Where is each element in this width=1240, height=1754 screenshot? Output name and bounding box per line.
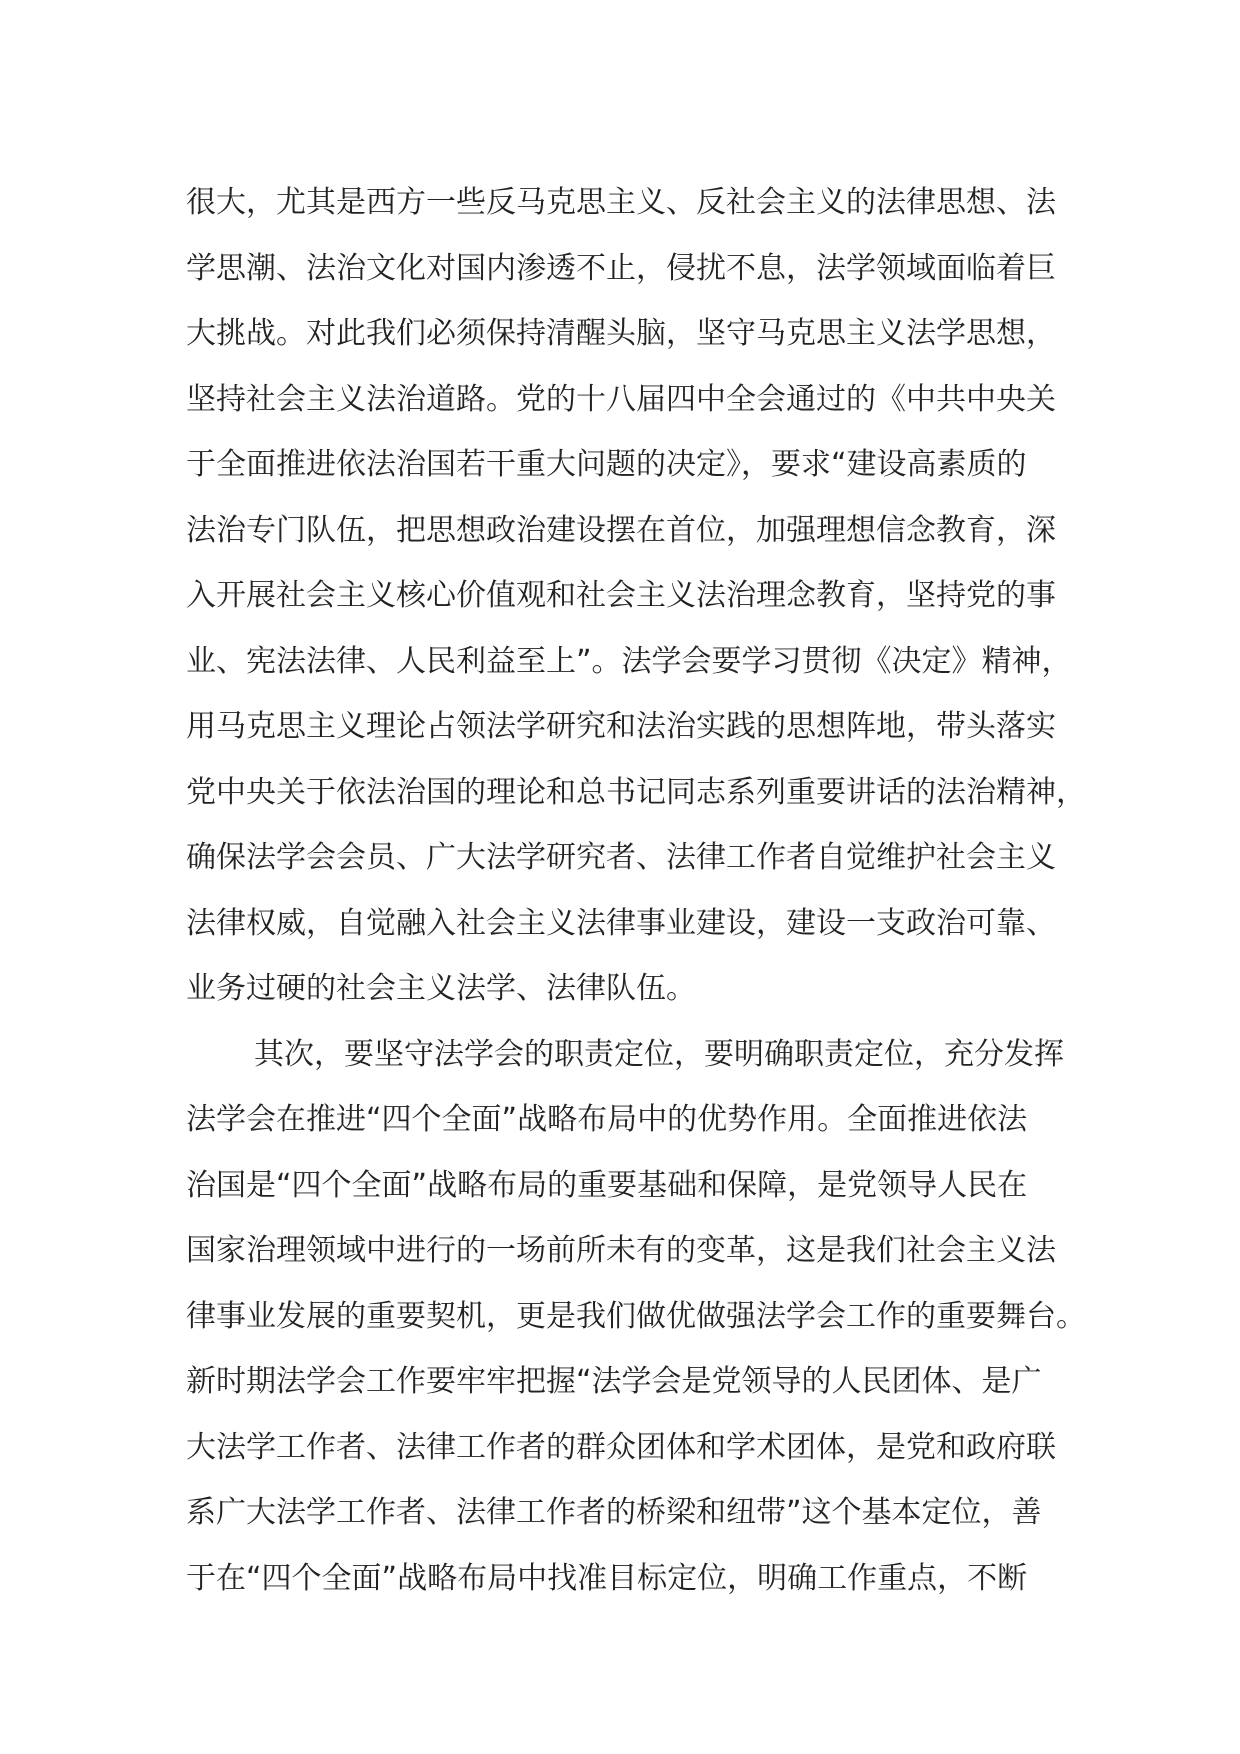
paragraph-line: 法律权威，自觉融入社会主义法律事业建设，建设一支政治可靠、 [186, 905, 1056, 941]
paragraph-line: 大挑战。对此我们必须保持清醒头脑，坚守马克思主义法学思想， [186, 316, 1056, 351]
paragraph-line: 治国是“四个全面”战略布局的重要基础和保障，是党领导人民在 [186, 1167, 1028, 1203]
paragraph-line: 于全面推进依法治国若干重大问题的决定》，要求“建设高素质的 [186, 447, 1027, 482]
paragraph-line: 国家治理领域中进行的一场前所未有的变革，这是我们社会主义法 [186, 1233, 1056, 1268]
document-body [186, 170, 1086, 1611]
paragraph-line: 系广大法学工作者、法律工作者的桥梁和纽带”这个基本定位，善 [186, 1495, 1042, 1530]
paragraph-1 [186, 170, 1086, 1022]
paragraph-line: 新时期法学会工作要牢牢把握“法学会是党领导的人民团体、是广 [186, 1364, 1042, 1399]
paragraph-line: 业务过硬的社会主义法学、法律队伍。 [186, 971, 696, 1006]
paragraph-line: 法治专门队伍，把思想政治建设摆在首位，加强理想信念教育，深 [186, 512, 1056, 548]
paragraph-line: 确保法学会会员、广大法学研究者、法律工作者自觉维护社会主义 [186, 840, 1056, 875]
paragraph-line: 学思潮、法治文化对国内渗透不止，侵扰不息，法学领域面临着巨 [186, 250, 1056, 286]
paragraph-line: 用马克思主义理论占领法学研究和法治实践的思想阵地，带头落实 [186, 709, 1056, 744]
paragraph-2 [186, 1022, 1086, 1612]
paragraph-line: 党中央关于依法治国的理论和总书记同志系列重要讲话的法治精神， [186, 774, 1086, 810]
paragraph-line: 入开展社会主义核心价值观和社会主义法治理念教育，坚持党的事 [186, 578, 1056, 613]
paragraph-line: 很大，尤其是西方一些反马克思主义、反社会主义的法律思想、法 [186, 185, 1056, 220]
paragraph-line: 律事业发展的重要契机，更是我们做优做强法学会工作的重要舞台。 [186, 1298, 1086, 1334]
paragraph-line: 法学会在推进“四个全面”战略布局中的优势作用。全面推进依法 [186, 1102, 1028, 1137]
paragraph-line: 于在“四个全面”战略布局中找准目标定位，明确工作重点，不断 [186, 1560, 1028, 1596]
paragraph-line: 业、宪法法律、人民利益至上”。法学会要学习贯彻《决定》精神， [186, 643, 1072, 679]
paragraph-first-line: 其次，要坚守法学会的职责定位，要明确职责定位，充分发挥 [254, 1036, 1064, 1072]
paragraph-line: 坚持社会主义法治道路。党的十八届四中全会通过的《中共中央关 [186, 381, 1056, 417]
paragraph-line: 大法学工作者、法律工作者的群众团体和学术团体，是党和政府联 [186, 1429, 1056, 1465]
